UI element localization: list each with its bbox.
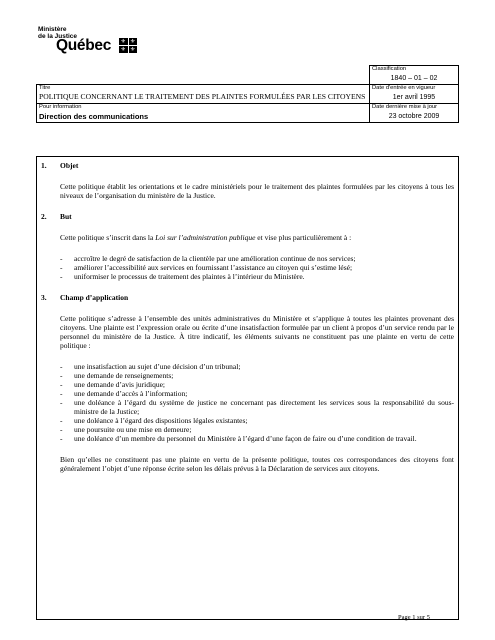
section-paragraph: Cette politique s’inscrit dans la Loi sur l’administration publique et vise plus particulièrement à : (60, 233, 352, 242)
logo-line1: Ministère (38, 26, 67, 33)
section-number: 3. (41, 293, 47, 302)
classification-label: Classification (372, 66, 407, 72)
list-item: - améliorer l’accessibilité aux services en fournissant l’assistance au citoyen qui s’estime lésé; (60, 263, 454, 272)
section-title: But (60, 212, 72, 221)
effective-date-cell (370, 85, 459, 104)
quebec-flag-icon: ⚜ ⚜ ⚜ ⚜ (120, 38, 136, 53)
list-item: - une demande de renseignements; (60, 371, 454, 380)
updated-date-label: Date dernière mise à jour (372, 104, 438, 110)
section-paragraph: Bien qu’elles ne constituent pas une plainte en vertu de la présente politique, toutes ces correspondances des citoyens font généralement l’objet d’une réponse écrite selon les délais prévus à la Déclaration de services aux citoyens. (60, 455, 454, 473)
section-heading (41, 161, 454, 170)
department-name: Direction des communications (39, 112, 149, 121)
list-item: - accroître le degré de satisfaction de la clientèle par une amélioration continue de nos services; (60, 254, 454, 263)
list-item: - une doléance à l’égard des dispositions légales existantes; (60, 416, 454, 425)
section-title: Objet (60, 161, 79, 170)
document-header-table (36, 65, 459, 123)
list-item: - une demande d’avis juridique; (60, 380, 454, 389)
ministry-logo (38, 26, 178, 58)
section-heading (41, 293, 454, 302)
updated-date-value: 23 octobre 2009 (388, 113, 440, 120)
info-cell (37, 104, 370, 123)
logo-name: Québec (56, 37, 112, 54)
list-item: - une doléance à l’égard du système de justice ne concernant pas directement les services sous la responsabilité du sous-ministre de la Justice; (60, 398, 454, 416)
list-item: - une insatisfaction au sujet d’une décision d’un tribunal; (60, 362, 454, 371)
effective-date-value: 1er avril 1995 (392, 94, 436, 101)
list-item: - uniformiser le processus de traitement des plaintes à l’intérieur du Ministère. (60, 272, 454, 281)
title-cell (37, 85, 370, 104)
updated-date-cell (370, 104, 459, 123)
section-paragraph: Cette politique établit les orientations et le cadre ministériels pour le traitement des plaintes formulées par les citoyens à tous les niveaux de l’organisation du ministère de la Justice. (60, 182, 454, 200)
classification-cell (370, 66, 459, 85)
list-item: - une doléance d’un membre du personnel du Ministère à l’égard d’une façon de faire ou d’une condition de travail. (60, 434, 454, 443)
page-number: Page 1 sur 5 (398, 614, 430, 621)
section-number: 1. (41, 161, 47, 170)
info-label: Pour information (39, 104, 82, 110)
title-label: Titre (39, 85, 51, 91)
section-paragraph: Cette politique s’adresse à l’ensemble des unités administratives du Ministère et s’applique à toutes les plaintes provenant des citoyens. Une plainte est l’expression orale ou écrite d’une insatisfaction formulée par un client à propos d’un service rendu par le personnel du ministère de la Justice. À titre indicatif, les éléments suivants ne constituent pas une plainte en vertu de cette politique : (60, 314, 454, 350)
document-body (36, 156, 459, 620)
section-title: Champ d’application (60, 293, 129, 302)
law-title: Loi sur l’administration publique (155, 233, 256, 242)
goals-list (60, 254, 454, 281)
logo-line2: de la Justice (38, 33, 78, 40)
section-heading (41, 212, 454, 221)
section-number: 2. (41, 212, 47, 221)
exclusions-list (60, 362, 454, 443)
document-title: POLITIQUE CONCERNANT LE TRAITEMENT DES PLAINTES FORMULÉES PAR LES CITOYENS (39, 92, 366, 101)
classification-value: 1840 – 01 – 02 (390, 75, 438, 82)
list-item: - une demande d’accès à l’information; (60, 389, 454, 398)
list-item: - une poursuite ou une mise en demeure; (60, 425, 454, 434)
effective-date-label: Date d'entrée en vigueur (372, 85, 436, 91)
